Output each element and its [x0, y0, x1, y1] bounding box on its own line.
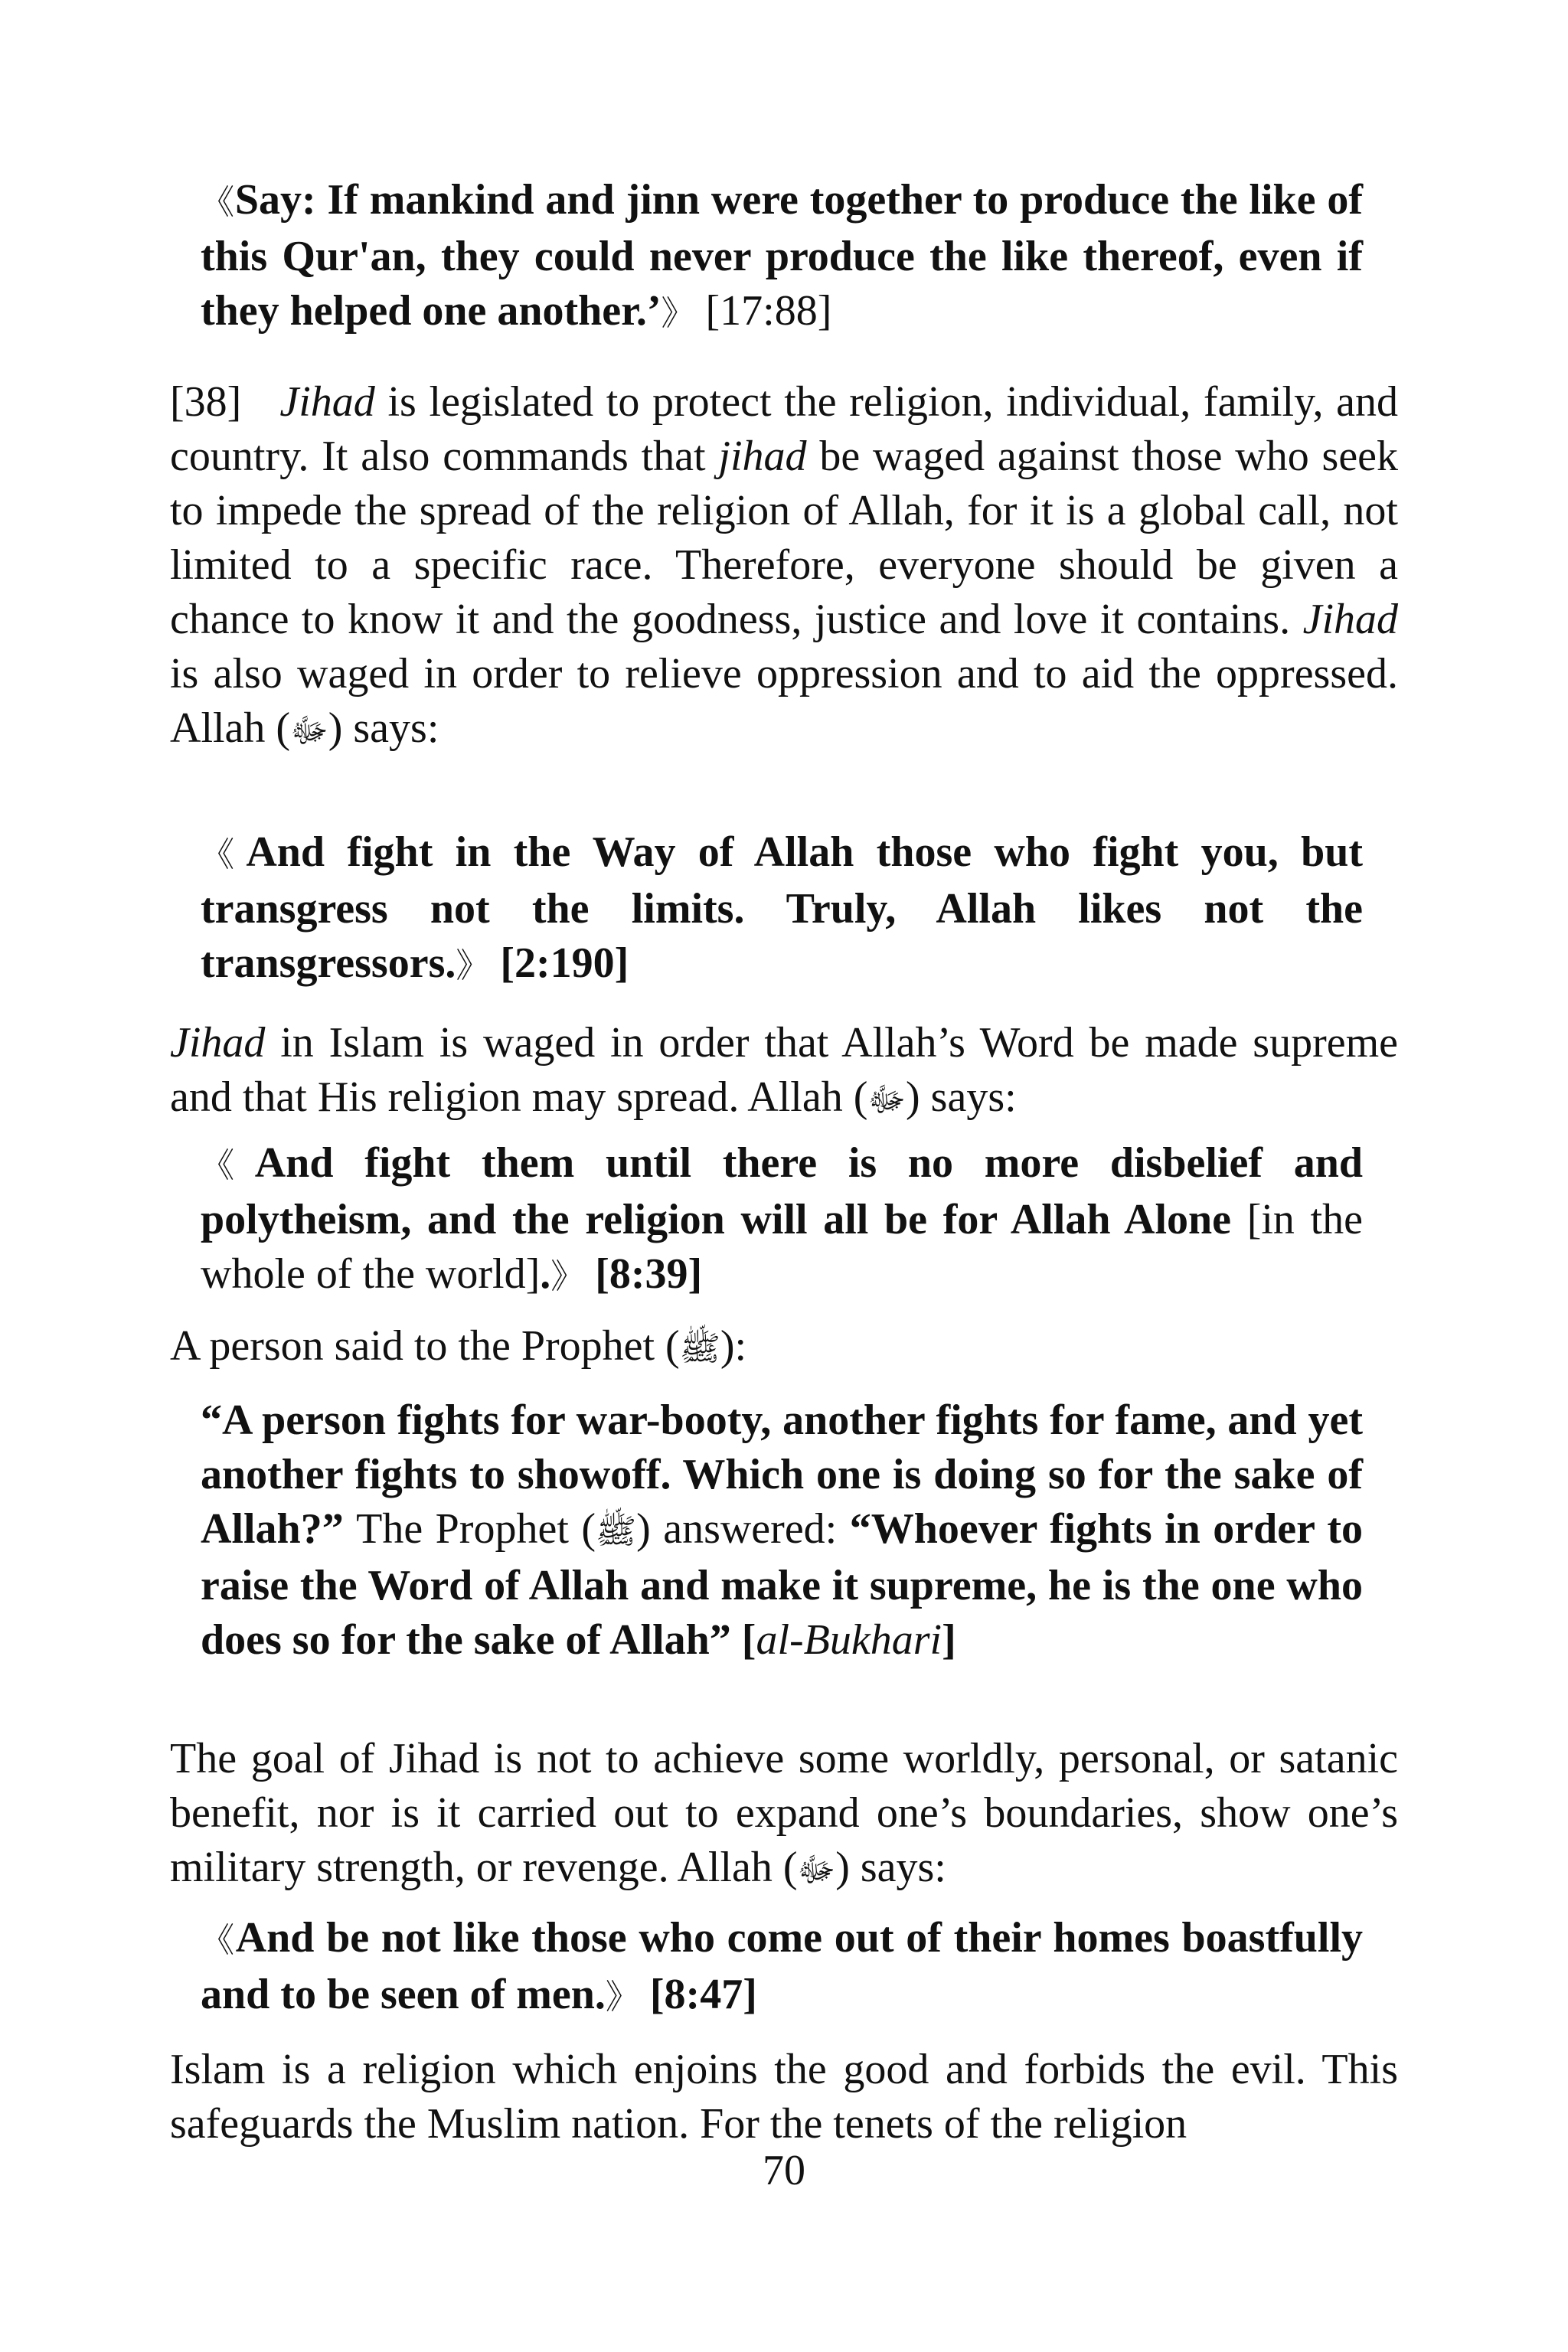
quote-close-bracket: 》	[661, 295, 695, 332]
paragraph-goal-of-jihad	[170, 1732, 1398, 1897]
term-jihad: Jihad	[1302, 596, 1399, 643]
quote-period: .	[540, 1250, 551, 1298]
hadith-narration: The Prophet (	[356, 1505, 596, 1553]
term-jihad: Jihad	[279, 378, 375, 426]
verse-reference: [8:47]	[649, 1971, 757, 2018]
verse-reference: [17:88]	[705, 287, 832, 335]
quote-open-bracket: 《	[201, 836, 247, 874]
paragraph-jihad-supreme	[170, 1016, 1398, 1127]
paragraph-number: [38]	[170, 378, 242, 426]
quote-text: And fight them until there is no more disbelief and polytheism, and the religion will all be for Allah Alone	[201, 1139, 1363, 1243]
quote-close-bracket: 》	[550, 1258, 585, 1295]
paragraph-text: is also waged in order to relieve oppression and to aid the oppressed. Allah (	[170, 650, 1398, 752]
quote-open-bracket: 《	[201, 184, 235, 221]
quote-text: Say: If mankind and jinn were together to produce the like of this Qur'an, they could never produce the like thereof, even if they helped one another.’	[201, 176, 1364, 335]
paragraph-38	[170, 375, 1398, 758]
hadith-answer: “Whoever fights in order to raise the Word of Allah and make it supreme, he is the one who does so for the sake of Allah”	[201, 1505, 1364, 1664]
paragraph-text: ) says:	[906, 1073, 1017, 1121]
paragraph-islam-religion	[170, 2043, 1398, 2151]
paragraph-person-said	[170, 1319, 1398, 1376]
quote-close-bracket: 》	[605, 1978, 639, 2016]
honorific-symbol: ﷻ	[290, 712, 328, 750]
term-jihad: Jihad	[170, 1019, 266, 1067]
quote-close-bracket: 》	[456, 947, 490, 985]
paragraph-text: ) says:	[835, 1844, 946, 1891]
paragraph-text: be waged against those who seek to impede the spread of the religion of Allah, for it is a global call, not limited to a specific race. Therefore, everyone should be given a chance to know it and the goodness, justice and love it contains.	[170, 433, 1399, 643]
term-jihad: jihad	[718, 433, 807, 480]
paragraph-text: The goal of Jihad is not to achieve some worldly, personal, or satanic benefit, nor is it carried out to expand one’s boundaries, show one’s military strength, or revenge. Allah (	[170, 1735, 1398, 1891]
paragraph-text: ) says:	[328, 704, 439, 752]
verse-reference: [2:190]	[500, 939, 629, 987]
quote-open-bracket: 《	[201, 1147, 255, 1184]
page-number: 70	[763, 2147, 805, 2194]
hadith-source-bracket: [	[741, 1616, 756, 1664]
hadith-source: al-Bukhari	[756, 1616, 942, 1664]
honorific-symbol: ﷺ	[679, 1330, 720, 1367]
hadith-question: “A person fights for war-booty, another fights for fame, and yet another fights to showoff. Which one is doing so for the sake of Allah?”	[201, 1396, 1363, 1553]
paragraph-text: Islam is a religion which enjoins the good and forbids the evil. This safeguards the Muslim nation. For the tenets of the religion	[170, 2046, 1398, 2148]
quran-quote-8-47	[201, 1911, 1363, 2024]
quote-text: And fight in the Way of Allah those who fight you, but transgress not the limits. Truly, Allah likes not the transgressors.	[201, 828, 1364, 987]
honorific-symbol: ﷺ	[595, 1513, 637, 1550]
paragraph-text: is legislated to protect the religion, individual, family, and country. It also commands that	[170, 378, 1399, 480]
verse-reference: [8:39]	[595, 1250, 703, 1298]
quran-quote-2-190	[201, 825, 1363, 993]
honorific-symbol: ﷻ	[797, 1851, 836, 1889]
quote-open-bracket: 《	[201, 1922, 236, 1959]
paragraph-text: A person said to the Prophet (	[170, 1322, 680, 1370]
honorific-symbol: ﷻ	[867, 1081, 906, 1119]
paragraph-text: ):	[720, 1322, 747, 1370]
paragraph-text: in Islam is waged in order that Allah’s Word be made supreme and that His religion may spread. Allah (	[170, 1019, 1398, 1121]
hadith-quote	[201, 1393, 1363, 1668]
hadith-narration: ) answered:	[636, 1505, 838, 1553]
quote-explanation: [in the whole of the world]	[201, 1196, 1364, 1298]
hadith-source-bracket: ]	[942, 1616, 956, 1664]
quran-quote-8-39	[201, 1136, 1363, 1304]
quote-text: And be not like those who come out of their homes boastfully and to be seen of men.	[201, 1914, 1363, 2018]
quran-quote-17-88	[201, 173, 1363, 341]
